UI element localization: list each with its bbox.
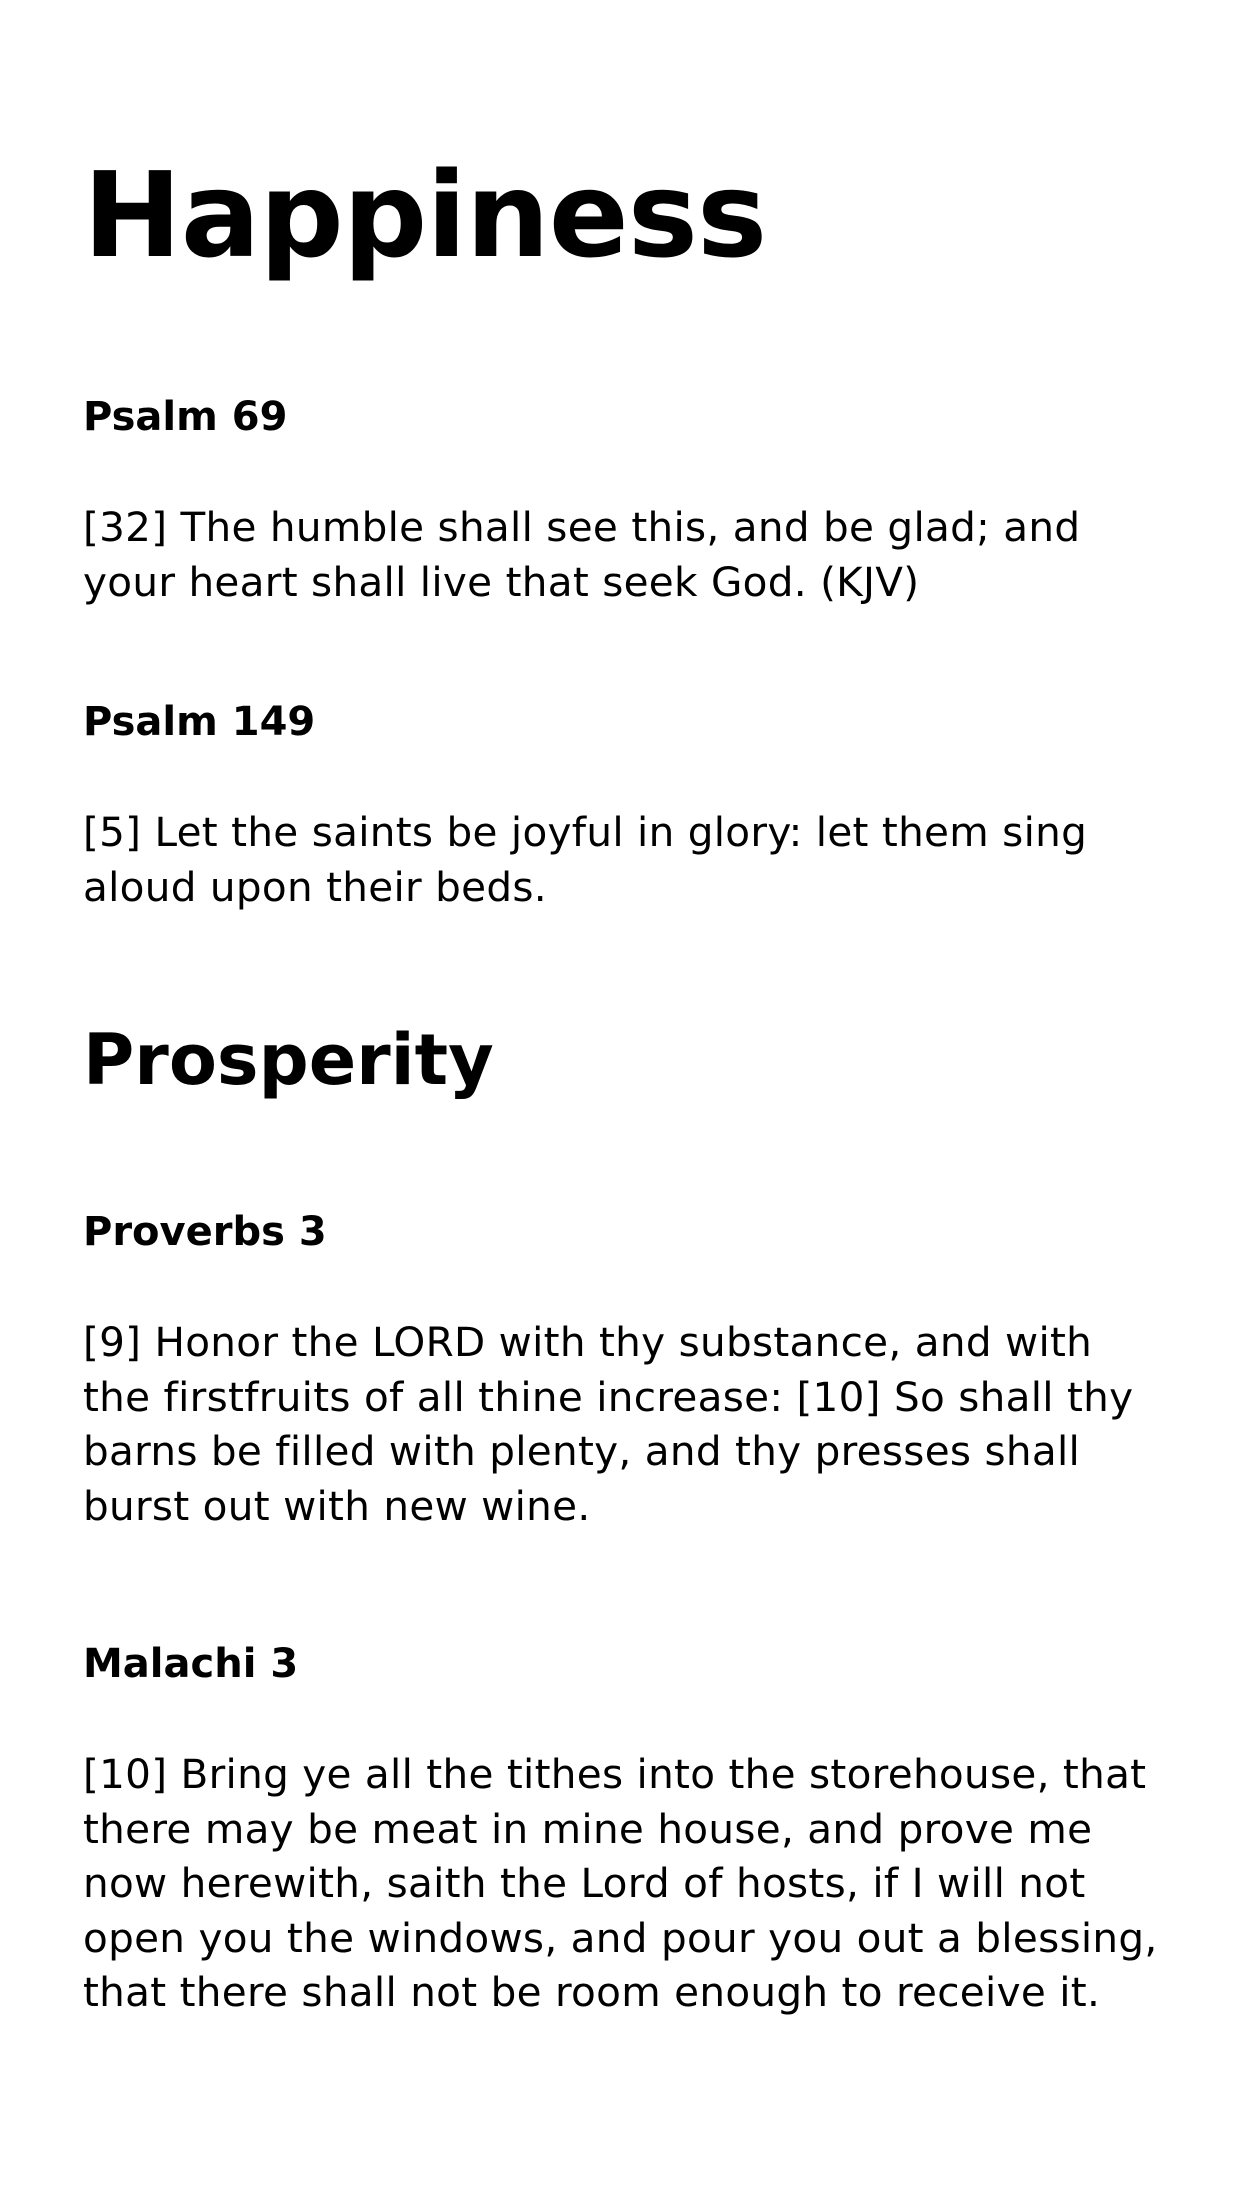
verse-text: [32] The humble shall see this, and be glad; and your heart shall live that seek God. (KJV) [83, 503, 1081, 606]
section-title-happiness: Happiness [83, 146, 767, 284]
section-title-prosperity: Prosperity [83, 1019, 494, 1101]
verse-reference: Proverbs 3 [83, 1209, 327, 1255]
verse-reference: Psalm 149 [83, 699, 316, 745]
verse-text: [9] Honor the LORD with thy substance, and with the firstfruits of all thine increase: [10] So shall thy barns be filled with plenty, and thy presses shall burst out with new wine. [83, 1318, 1134, 1530]
verse-text: [10] Bring ye all the tithes into the storehouse, that there may be meat in mine house, and prove me now herewith, saith the Lord of hosts, if I will not open you the windows, and pour you out a blessing, that there shall not be room enough to receive it. [83, 1750, 1158, 2016]
verse-text: [5] Let the saints be joyful in glory: let them sing aloud upon their beds. [83, 808, 1088, 911]
verse-reference: Malachi 3 [83, 1641, 299, 1687]
verse-reference: Psalm 69 [83, 394, 288, 440]
